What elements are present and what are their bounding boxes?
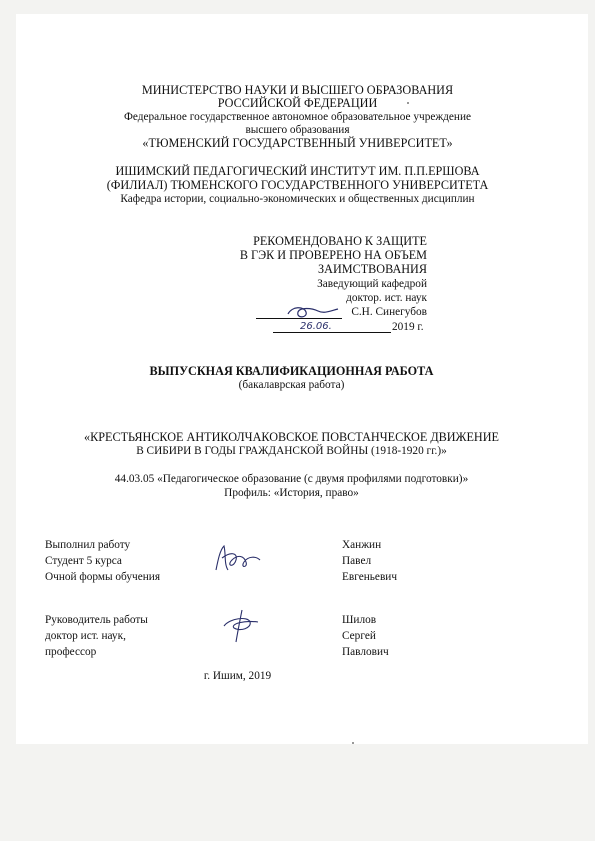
department-name: Кафедра истории, социально-экономических и общественных дисциплин [120,193,475,205]
approval-year: 2019 г. [392,321,424,333]
supervisor-surname: Шилов [342,614,377,626]
supervisor-label-2: доктор ист. наук, [45,630,126,642]
approval-line-3: ЗАИМСТВОВАНИЯ [318,262,427,276]
work-subtype: (бакалаврская работа) [238,379,345,391]
author-label-2: Студент 5 курса [45,555,122,567]
approval-name: С.Н. Синегубов [351,306,427,318]
branch-line-2: (ФИЛИАЛ) ТЮМЕНСКОГО ГОСУДАРСТВЕННОГО УНИВЕРСИТЕТА [106,178,489,192]
ministry-line-1: МИНИСТЕРСТВО НАУКИ И ВЫСШЕГО ОБРАЗОВАНИЯ [141,83,454,97]
author-label-1: Выполнил работу [45,539,131,551]
work-type: ВЫПУСКНАЯ КВАЛИФИКАЦИОННАЯ РАБОТА [149,364,434,378]
approval-line-2: В ГЭК И ПРОВЕРЕНО НА ОБЪЕМ [239,248,427,262]
supervisor-label-1: Руководитель работы [45,614,148,626]
approval-position: Заведующий кафедрой [317,278,427,290]
supervisor-first-name: Сергей [342,630,376,642]
author-first-name: Павел [342,555,372,567]
work-title-line-1: «КРЕСТЬЯНСКОЕ АНТИКОЛЧАКОВСКОЕ ПОВСТАНЧЕСКОЕ ДВИЖЕНИЕ [84,430,499,444]
head-signature [282,302,342,322]
institution-line-2: высшего образования [245,124,350,136]
profile: Профиль: «История, право» [224,487,359,499]
handwritten-date: 26.06. [300,321,332,332]
supervisor-patronymic: Павлович [342,646,389,658]
place-year: г. Ишим, 2019 [203,670,272,682]
author-patronymic: Евгеньевич [342,571,398,583]
supervisor-signature [214,606,270,646]
date-line [273,332,391,333]
work-title-line-2: В СИБИРИ В ГОДЫ ГРАЖДАНСКОЙ ВОЙНЫ (1918-1920 гг.)» [136,445,447,457]
student-signature [210,540,266,576]
scan-speck [352,742,354,744]
scan-speck [407,102,409,104]
university-name: «ТЮМЕНСКИЙ ГОСУДАРСТВЕННЫЙ УНИВЕРСИТЕТ» [142,136,453,150]
approval-line-1: РЕКОМЕНДОВАНО К ЗАЩИТЕ [253,234,427,248]
program-code: 44.03.05 «Педагогическое образование (с двумя профилями подготовки)» [114,473,469,485]
approval-degree: доктор. ист. наук [346,292,427,304]
supervisor-label-3: профессор [45,646,97,658]
ministry-line-2: РОССИЙСКОЙ ФЕДЕРАЦИИ [217,96,378,110]
author-surname: Ханжин [342,539,382,551]
author-label-3: Очной формы обучения [45,571,161,583]
branch-line-1: ИШИМСКИЙ ПЕДАГОГИЧЕСКИЙ ИНСТИТУТ ИМ. П.П.ЕРШОВА [115,164,480,178]
institution-line-1: Федеральное государственное автономное образовательное учреждение [123,111,472,123]
